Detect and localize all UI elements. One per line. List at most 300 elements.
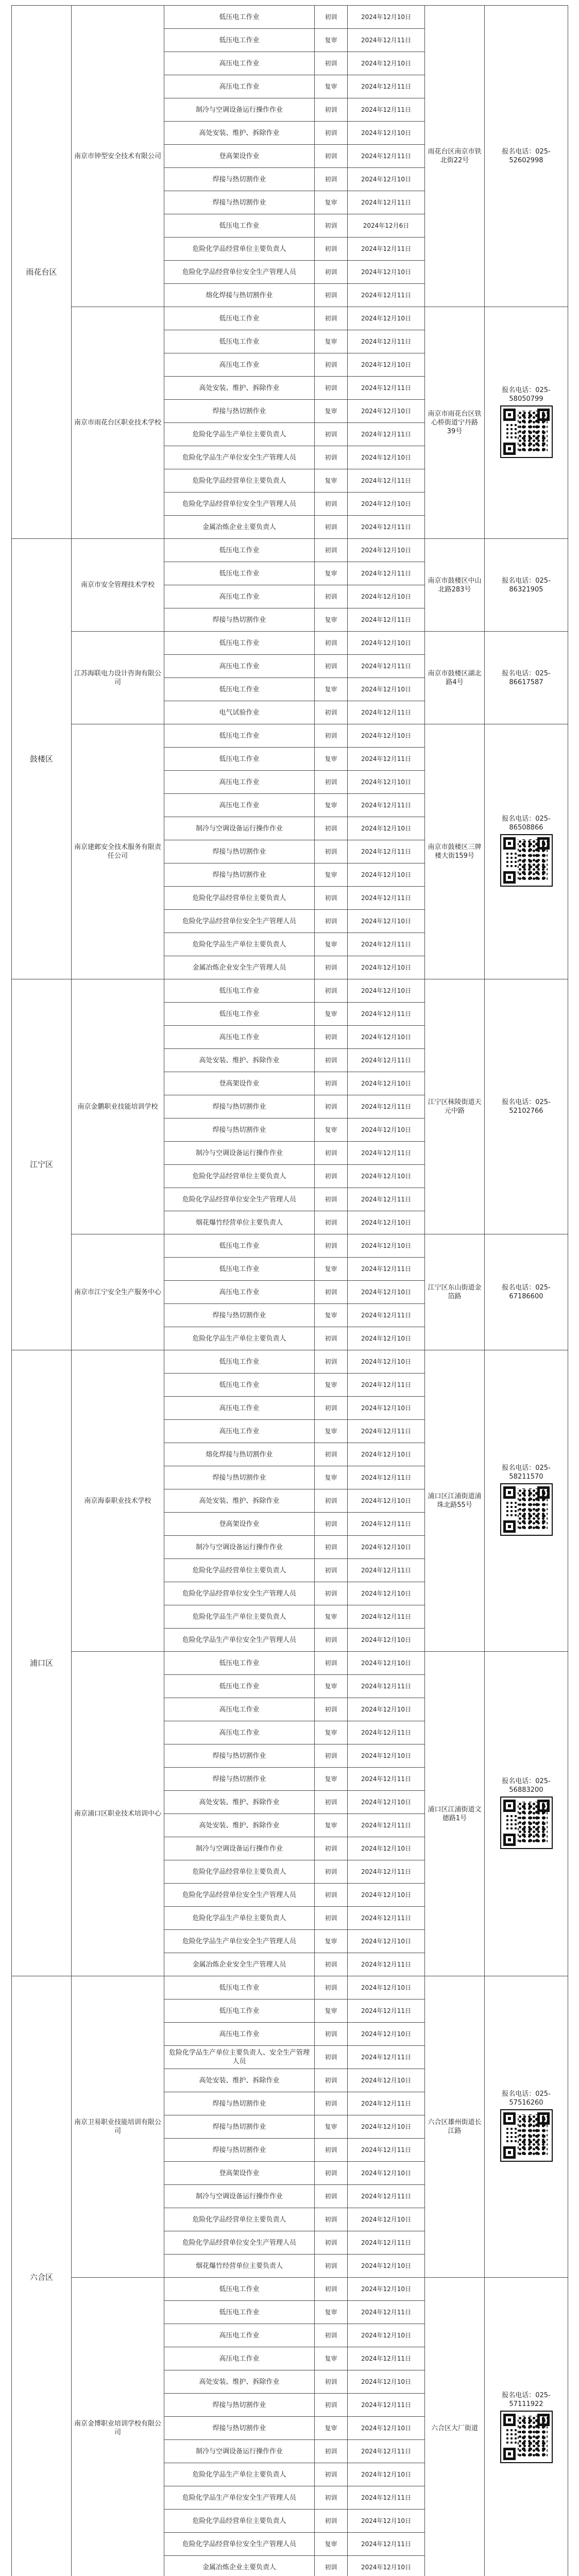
phone-text: 报名电话：025-57516260 (502, 2090, 551, 2107)
training-date: 2024年12月11日 (348, 145, 425, 168)
course-name: 高压电工作业 (164, 1420, 315, 1443)
training-type: 复审 (315, 933, 348, 956)
signup-contact (485, 1976, 568, 2278)
training-date: 2024年12月10日 (348, 910, 425, 933)
training-date: 2024年12月11日 (348, 1258, 425, 1281)
organization-name: 南京市雨花台区职业技术学校 (72, 307, 164, 539)
training-date: 2024年12月11日 (348, 238, 425, 261)
training-date: 2024年12月11日 (348, 284, 425, 307)
training-type: 初训 (315, 2370, 348, 2394)
training-type: 复审 (315, 608, 348, 632)
course-name: 低压电工作业 (164, 29, 315, 52)
course-name: 危险化学品经营单位主要负责人 (164, 1165, 315, 1188)
training-type: 初训 (315, 1026, 348, 1049)
course-name: 危险化学品生产单位主要负责人 (164, 2463, 315, 2486)
training-type: 复审 (315, 75, 348, 98)
course-name: 高处安装、维护、拆除作业 (164, 2069, 315, 2092)
course-name: 危险化学品生产单位安全生产管理人员 (164, 446, 315, 469)
training-date: 2024年12月11日 (348, 423, 425, 446)
training-date: 2024年12月11日 (348, 2440, 425, 2463)
signup-contact (485, 539, 568, 632)
phone-text: 报名电话：025-86508866 (502, 815, 551, 832)
organization-name: 南京金博职业培训学校有限公司 (72, 2278, 164, 2576)
training-type: 复审 (315, 794, 348, 817)
course-name: 焊接与热切割作业 (164, 2139, 315, 2162)
course-name: 高处安装、维护、拆除作业 (164, 122, 315, 145)
training-date: 2024年12月10日 (348, 1837, 425, 1860)
phone-text: 报名电话：025-67186600 (502, 1284, 551, 1300)
training-date: 2024年12月10日 (348, 52, 425, 75)
training-address (425, 724, 485, 979)
address-text: 江宁区秣陵街道天元中路 (428, 1098, 482, 1115)
training-address (425, 2278, 485, 2576)
organization-name: 南京金鹏职业技能培训学校 (72, 979, 164, 1234)
training-date: 2024年12月11日 (348, 840, 425, 863)
address-text: 浦口区江浦街道文德路1号 (428, 1805, 482, 1822)
training-type: 初训 (315, 145, 348, 168)
training-address (425, 6, 485, 307)
training-type: 复审 (315, 1930, 348, 1953)
training-date: 2024年12月10日 (348, 400, 425, 423)
schedule-body (12, 6, 568, 2576)
course-name: 焊接与热切割作业 (164, 2417, 315, 2440)
course-name: 高压电工作业 (164, 1026, 315, 1049)
training-date: 2024年12月10日 (348, 2463, 425, 2486)
training-type: 初训 (315, 2510, 348, 2533)
training-type: 复审 (315, 1258, 348, 1281)
training-date: 2024年12月11日 (348, 1304, 425, 1327)
training-date: 2024年12月10日 (348, 1629, 425, 1652)
training-date: 2024年12月10日 (348, 1118, 425, 1142)
training-type: 初训 (315, 2486, 348, 2510)
course-name: 焊接与热切割作业 (164, 1768, 315, 1791)
training-date: 2024年12月6日 (348, 214, 425, 238)
training-type: 初训 (315, 817, 348, 840)
training-date: 2024年12月10日 (348, 1976, 425, 1999)
training-date: 2024年12月10日 (348, 2510, 425, 2533)
training-type: 复审 (315, 678, 348, 701)
training-type: 初训 (315, 1976, 348, 1999)
course-name: 熔化焊接与热切割作业 (164, 284, 315, 307)
course-name: 低压电工作业 (164, 1234, 315, 1258)
training-date: 2024年12月10日 (348, 2069, 425, 2092)
phone-text: 报名电话：025-52102766 (502, 1098, 551, 1115)
training-date: 2024年12月11日 (348, 330, 425, 353)
training-date: 2024年12月11日 (348, 748, 425, 771)
course-name: 烟花爆竹经营单位主要负责人 (164, 2255, 315, 2278)
table-row (12, 539, 568, 562)
address-text: 六合区雄州街道长江路 (428, 2119, 482, 2135)
course-name: 高压电工作业 (164, 2324, 315, 2347)
course-name: 低压电工作业 (164, 539, 315, 562)
table-row (12, 724, 568, 748)
address-text: 南京市雨花台区铁心桥街道宁丹路39号 (428, 410, 482, 435)
signup-contact (485, 1350, 568, 1652)
address-text: 南京市鼓楼区中山北路283号 (428, 577, 482, 594)
training-type: 初训 (315, 1953, 348, 1976)
district-name: 六合区 (12, 1976, 72, 2576)
phone-text: 报名电话：025-86617587 (502, 669, 551, 686)
course-name: 高压电工作业 (164, 52, 315, 75)
training-date: 2024年12月11日 (348, 1188, 425, 1211)
training-date: 2024年12月11日 (348, 2092, 425, 2115)
training-date: 2024年12月10日 (348, 678, 425, 701)
organization-name: 江苏海联电力设计咨询有限公司 (72, 632, 164, 724)
training-date: 2024年12月10日 (348, 168, 425, 191)
training-date: 2024年12月10日 (348, 2278, 425, 2301)
training-type: 复审 (315, 1466, 348, 1489)
training-address (425, 1976, 485, 2278)
training-date: 2024年12月10日 (348, 1397, 425, 1420)
training-type: 初训 (315, 377, 348, 400)
training-date: 2024年12月10日 (348, 1791, 425, 1814)
training-type: 初训 (315, 887, 348, 910)
training-date: 2024年12月10日 (348, 2324, 425, 2347)
training-date: 2024年12月11日 (348, 1374, 425, 1397)
training-type: 初训 (315, 771, 348, 794)
course-name: 高压电工作业 (164, 585, 315, 608)
course-name: 制冷与空调设备运行操作作业 (164, 1837, 315, 1860)
course-name: 制冷与空调设备运行操作作业 (164, 817, 315, 840)
address-text: 雨花台区南京市铁北街22号 (428, 148, 482, 164)
course-name: 危险化学品生产单位安全生产管理人员 (164, 2486, 315, 2510)
course-name: 制冷与空调设备运行操作作业 (164, 2185, 315, 2208)
training-date: 2024年12月10日 (348, 979, 425, 1003)
phone-text: 报名电话：025-52602998 (502, 148, 551, 164)
training-date: 2024年12月11日 (348, 1513, 425, 1536)
training-date: 2024年12月10日 (348, 1165, 425, 1188)
training-date: 2024年12月11日 (348, 2301, 425, 2324)
course-name: 高压电工作业 (164, 75, 315, 98)
training-date: 2024年12月11日 (348, 1095, 425, 1118)
training-date: 2024年12月10日 (348, 307, 425, 330)
training-date: 2024年12月11日 (348, 1605, 425, 1629)
training-type: 初训 (315, 2162, 348, 2185)
qr-code-icon (500, 834, 553, 887)
training-address (425, 1652, 485, 1976)
training-date: 2024年12月10日 (348, 2023, 425, 2046)
course-name: 危险化学品生产单位主要负责人 (164, 933, 315, 956)
training-schedule-sheet (11, 5, 568, 2576)
training-date: 2024年12月10日 (348, 1582, 425, 1605)
training-type: 初训 (315, 2463, 348, 2486)
signup-contact (485, 1234, 568, 1350)
course-name: 危险化学品经营单位安全生产管理人员 (164, 2231, 315, 2255)
training-type: 初训 (315, 2231, 348, 2255)
training-type: 复审 (315, 1814, 348, 1837)
training-type: 复审 (315, 1420, 348, 1443)
training-date: 2024年12月10日 (348, 1489, 425, 1513)
course-name: 焊接与热切割作业 (164, 1304, 315, 1327)
training-date: 2024年12月11日 (348, 2046, 425, 2069)
training-date: 2024年12月11日 (348, 701, 425, 724)
course-name: 金属冶炼企业主要负责人 (164, 2556, 315, 2576)
training-date: 2024年12月11日 (348, 377, 425, 400)
signup-contact (485, 6, 568, 307)
course-name: 焊接与热切割作业 (164, 1118, 315, 1142)
training-date: 2024年12月11日 (348, 1003, 425, 1026)
phone-text: 报名电话：025-86321905 (502, 577, 551, 594)
training-type: 初训 (315, 238, 348, 261)
training-type: 复审 (315, 2301, 348, 2324)
training-date: 2024年12月10日 (348, 2417, 425, 2440)
table-row (12, 1350, 568, 1374)
training-date: 2024年12月10日 (348, 1744, 425, 1768)
course-name: 低压电工作业 (164, 2301, 315, 2324)
course-name: 焊接与热切割作业 (164, 168, 315, 191)
training-date: 2024年12月11日 (348, 562, 425, 585)
course-name: 低压电工作业 (164, 1374, 315, 1397)
training-type: 复审 (315, 748, 348, 771)
training-date: 2024年12月10日 (348, 863, 425, 887)
course-name: 登高架设作业 (164, 2162, 315, 2185)
training-type: 复审 (315, 2115, 348, 2139)
address-text: 江宁区东山街道金箔路 (428, 1284, 482, 1300)
course-name: 高压电工作业 (164, 1721, 315, 1744)
training-date: 2024年12月10日 (348, 539, 425, 562)
training-date: 2024年12月11日 (348, 2533, 425, 2556)
training-date: 2024年12月10日 (348, 2115, 425, 2139)
signup-contact (485, 632, 568, 724)
course-name: 低压电工作业 (164, 1258, 315, 1281)
training-type: 初训 (315, 1397, 348, 1420)
training-type: 初训 (315, 2440, 348, 2463)
course-name: 危险化学品经营单位安全生产管理人员 (164, 910, 315, 933)
course-name: 低压电工作业 (164, 678, 315, 701)
training-date: 2024年12月11日 (348, 1953, 425, 1976)
course-name: 制冷与空调设备运行操作作业 (164, 1536, 315, 1559)
training-date: 2024年12月10日 (348, 1026, 425, 1049)
training-type: 初训 (315, 2046, 348, 2069)
training-date: 2024年12月11日 (348, 2231, 425, 2255)
course-name: 高压电工作业 (164, 2023, 315, 2046)
address-text: 南京市鼓楼区湖北路4号 (428, 669, 482, 686)
training-date: 2024年12月10日 (348, 771, 425, 794)
training-date: 2024年12月10日 (348, 1211, 425, 1234)
training-date: 2024年12月11日 (348, 1049, 425, 1072)
table-row (12, 632, 568, 655)
training-type: 初训 (315, 632, 348, 655)
training-type: 复审 (315, 1721, 348, 1744)
training-date: 2024年12月11日 (348, 1907, 425, 1930)
course-name: 高处安装、维护、拆除作业 (164, 1814, 315, 1837)
training-date: 2024年12月10日 (348, 817, 425, 840)
course-name: 高压电工作业 (164, 794, 315, 817)
course-name: 低压电工作业 (164, 724, 315, 748)
course-name: 危险化学品生产单位安全生产管理人员 (164, 1930, 315, 1953)
training-type: 初训 (315, 1698, 348, 1721)
training-type: 初训 (315, 1860, 348, 1884)
course-name: 低压电工作业 (164, 2278, 315, 2301)
organization-name: 南京浦口区职业技术培训中心 (72, 1652, 164, 1976)
training-type: 复审 (315, 863, 348, 887)
training-type: 复审 (315, 562, 348, 585)
training-type: 初训 (315, 52, 348, 75)
training-date: 2024年12月11日 (348, 1559, 425, 1582)
training-type: 复审 (315, 1118, 348, 1142)
training-date: 2024年12月11日 (348, 794, 425, 817)
course-name: 金属冶炼企业安全生产管理人员 (164, 1953, 315, 1976)
training-address (425, 1234, 485, 1350)
training-date: 2024年12月10日 (348, 122, 425, 145)
training-type: 初训 (315, 2092, 348, 2115)
course-name: 焊接与热切割作业 (164, 2092, 315, 2115)
course-name: 危险化学品生产单位主要负责人 (164, 1327, 315, 1350)
training-date: 2024年12月10日 (348, 632, 425, 655)
course-name: 高压电工作业 (164, 1698, 315, 1721)
training-type: 复审 (315, 400, 348, 423)
course-name: 高处安装、维护、拆除作业 (164, 1049, 315, 1072)
training-type: 初训 (315, 2069, 348, 2092)
course-name: 登高架设作业 (164, 145, 315, 168)
phone-text: 报名电话：025-58211570 (502, 1464, 551, 1481)
course-name: 高处安装、维护、拆除作业 (164, 1791, 315, 1814)
training-type: 复审 (315, 330, 348, 353)
training-type: 初训 (315, 701, 348, 724)
course-name: 低压电工作业 (164, 1999, 315, 2023)
course-name: 制冷与空调设备运行操作作业 (164, 1142, 315, 1165)
signup-contact (485, 2278, 568, 2576)
course-name: 制冷与空调设备运行操作作业 (164, 2440, 315, 2463)
course-name: 低压电工作业 (164, 1003, 315, 1026)
course-name: 低压电工作业 (164, 979, 315, 1003)
training-type: 初训 (315, 1072, 348, 1095)
training-date: 2024年12月11日 (348, 75, 425, 98)
organization-name: 南京海泰职业技术学校 (72, 1350, 164, 1652)
table-row (12, 6, 568, 29)
training-date: 2024年12月11日 (348, 191, 425, 214)
qr-code-icon (500, 2109, 553, 2162)
course-name: 高压电工作业 (164, 655, 315, 678)
training-date: 2024年12月11日 (348, 2347, 425, 2370)
district-name: 雨花台区 (12, 6, 72, 539)
course-name: 高压电工作业 (164, 353, 315, 377)
training-date: 2024年12月10日 (348, 1327, 425, 1350)
course-name: 焊接与热切割作业 (164, 608, 315, 632)
training-type: 初训 (315, 446, 348, 469)
training-type: 初训 (315, 2139, 348, 2162)
course-name: 低压电工作业 (164, 562, 315, 585)
course-name: 烟花爆竹经营单位主要负责人 (164, 1211, 315, 1234)
training-date: 2024年12月11日 (348, 2394, 425, 2417)
training-date: 2024年12月11日 (348, 469, 425, 493)
course-name: 登高架设作业 (164, 1072, 315, 1095)
table-row (12, 1234, 568, 1258)
training-type: 初训 (315, 1327, 348, 1350)
training-type: 初训 (315, 840, 348, 863)
district-name: 浦口区 (12, 1350, 72, 1976)
training-date: 2024年12月10日 (348, 2556, 425, 2576)
training-date: 2024年12月10日 (348, 1698, 425, 1721)
training-type: 初训 (315, 6, 348, 29)
course-name: 低压电工作业 (164, 330, 315, 353)
course-name: 危险化学品经营单位安全生产管理人员 (164, 1582, 315, 1605)
course-name: 危险化学品经营单位主要负责人 (164, 1860, 315, 1884)
training-address (425, 632, 485, 724)
organization-name: 南京建邺安全技术服务有限责任公司 (72, 724, 164, 979)
training-type: 初训 (315, 1281, 348, 1304)
course-name: 高处安装、维护、拆除作业 (164, 1489, 315, 1513)
training-type: 初训 (315, 956, 348, 979)
training-type: 初训 (315, 307, 348, 330)
training-type: 初训 (315, 261, 348, 284)
training-type: 初训 (315, 979, 348, 1003)
training-type: 初训 (315, 2185, 348, 2208)
course-name: 低压电工作业 (164, 748, 315, 771)
training-type: 复审 (315, 1605, 348, 1629)
training-type: 复审 (315, 191, 348, 214)
organization-name: 南京市安全管理技术学校 (72, 539, 164, 632)
training-date: 2024年12月10日 (348, 1930, 425, 1953)
course-name: 低压电工作业 (164, 1675, 315, 1698)
training-type: 初训 (315, 539, 348, 562)
course-name: 制冷与空调设备运行操作作业 (164, 98, 315, 122)
training-type: 初训 (315, 2023, 348, 2046)
training-type: 初训 (315, 2255, 348, 2278)
training-type: 初训 (315, 2556, 348, 2576)
training-type: 初训 (315, 1350, 348, 1374)
qr-code-icon (500, 2411, 553, 2463)
course-name: 低压电工作业 (164, 1976, 315, 1999)
training-type: 初训 (315, 1791, 348, 1814)
signup-contact (485, 307, 568, 539)
training-type: 初训 (315, 493, 348, 516)
training-schedule-table (11, 5, 568, 2576)
training-type: 初训 (315, 168, 348, 191)
training-date: 2024年12月10日 (348, 585, 425, 608)
training-type: 初训 (315, 214, 348, 238)
training-type: 初训 (315, 516, 348, 539)
training-type: 初训 (315, 1744, 348, 1768)
table-row (12, 2278, 568, 2301)
course-name: 危险化学品经营单位安全生产管理人员 (164, 1884, 315, 1907)
training-address (425, 979, 485, 1234)
training-type: 初训 (315, 585, 348, 608)
phone-text: 报名电话：025-57111922 (502, 2392, 551, 2408)
training-address (425, 1350, 485, 1652)
course-name: 焊接与热切割作业 (164, 191, 315, 214)
course-name: 高压电工作业 (164, 771, 315, 794)
training-type: 初训 (315, 1211, 348, 1234)
training-type: 初训 (315, 1489, 348, 1513)
course-name: 高压电工作业 (164, 2347, 315, 2370)
course-name: 危险化学品经营单位安全生产管理人员 (164, 1188, 315, 1211)
course-name: 高处安装、维护、拆除作业 (164, 377, 315, 400)
organization-name: 南京市江宁安全生产服务中心 (72, 1234, 164, 1350)
address-text: 南京市鼓楼区三牌楼大街159号 (428, 843, 482, 860)
training-date: 2024年12月10日 (348, 2255, 425, 2278)
training-type: 初训 (315, 122, 348, 145)
course-name: 低压电工作业 (164, 632, 315, 655)
course-name: 低压电工作业 (164, 6, 315, 29)
training-date: 2024年12月11日 (348, 1768, 425, 1791)
course-name: 焊接与热切割作业 (164, 1466, 315, 1489)
training-date: 2024年12月11日 (348, 1142, 425, 1165)
training-type: 复审 (315, 2533, 348, 2556)
table-row (12, 1652, 568, 1675)
course-name: 危险化学品生产单位主要负责人 (164, 1907, 315, 1930)
qr-code-icon (500, 1797, 553, 1849)
training-type: 初训 (315, 1559, 348, 1582)
training-type: 初训 (315, 1536, 348, 1559)
training-type: 初训 (315, 1188, 348, 1211)
training-type: 复审 (315, 29, 348, 52)
training-date: 2024年12月11日 (348, 2185, 425, 2208)
training-type: 初训 (315, 1884, 348, 1907)
course-name: 金属冶炼企业主要负责人 (164, 516, 315, 539)
district-name: 江宁区 (12, 979, 72, 1350)
training-type: 初训 (315, 724, 348, 748)
